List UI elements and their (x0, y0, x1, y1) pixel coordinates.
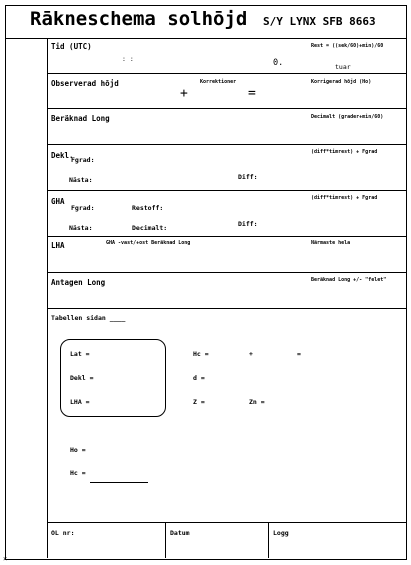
box-dekl: Dekl = (70, 374, 94, 382)
gha-diff-label: Diff: (238, 220, 258, 228)
tabellen-sidan-label: Tabellen sidan ____ (51, 314, 126, 322)
hc-equals: = (297, 350, 301, 358)
row-divider-dekl (47, 190, 406, 191)
ol-nr-label: OL nr: (51, 529, 75, 537)
zn-label: Zn = (249, 398, 265, 406)
beraknad-long-label: Beräknad Long (51, 114, 110, 123)
ho-label: Ho = (70, 446, 86, 454)
gha-decimalt-label: Decimalt: (132, 224, 168, 232)
lha-formula: GHA -vast/+ost Beräknad Long (106, 240, 191, 246)
footer-col-2 (268, 522, 269, 558)
beraknad-long-right-note: Decimalt (grader+min/60) (311, 114, 384, 120)
gha-fgrad-label: Fgrad: (71, 204, 95, 212)
gha-label: GHA (51, 197, 65, 206)
box-lat: Lat = (70, 350, 90, 358)
logg-label: Logg (273, 529, 289, 537)
lha-right-note: Närmaste hela (311, 240, 351, 246)
obs-plus: + (180, 86, 188, 101)
row-divider-tid (47, 73, 406, 74)
antagen-long-label: Antagen Long (51, 278, 106, 287)
dekl-label: Dekl. (51, 151, 74, 160)
antagen-long-right-note: Beräknad Long +/- "felet" (311, 277, 387, 283)
dekl-right-note: (diff*timrest) + Fgrad (311, 149, 378, 155)
dekl-fgrad-label: Fgrad: (71, 156, 95, 164)
row-divider-antagen (47, 308, 406, 309)
tid-right-note: Rest = ((sek/60)+min)/60 (311, 43, 384, 49)
hc2-underline (90, 482, 148, 483)
tid-tuar: tuar (335, 63, 351, 71)
hc-plus: + (249, 350, 253, 358)
box-lha: LHA = (70, 398, 90, 406)
tid-label: Tid (UTC) (51, 42, 92, 51)
row-divider-long (47, 144, 406, 145)
corner-mark-icon: × (3, 555, 8, 563)
observerad-label: Observerad hōjd (51, 79, 119, 88)
tid-colons: : : (122, 55, 134, 63)
tid-zero: 0. (273, 58, 284, 68)
dekl-nasta-label: Nästa: (69, 176, 93, 184)
header-divider (5, 38, 406, 39)
z-label: Z = (193, 398, 205, 406)
obs-equals: = (248, 86, 256, 101)
hc-label: Hc = (193, 350, 209, 358)
gha-restoff-label: Restoff: (132, 204, 164, 212)
row-divider-lha (47, 272, 406, 273)
footer-divider (47, 522, 406, 523)
observerad-right-note: Korrigerad hōjd (Ho) (311, 79, 372, 85)
left-margin-line (47, 38, 48, 558)
korrektioner-label: Korrektioner (200, 79, 237, 85)
vessel-id: S/Y LYNX SFB 8663 (263, 15, 376, 28)
row-divider-obs (47, 108, 406, 109)
datum-label: Datum (170, 529, 190, 537)
gha-nasta-label: Nästa: (69, 224, 93, 232)
gha-right-note: (diff*timrest) + Fgrad (311, 195, 378, 201)
hc2-label: Hc = (70, 469, 86, 477)
lha-label: LHA (51, 241, 65, 250)
row-divider-gha (47, 236, 406, 237)
footer-col-1 (165, 522, 166, 558)
dekl-diff-label: Diff: (238, 173, 258, 181)
form-title: Rākneschema solhōjd (30, 8, 248, 30)
d-label: d = (193, 374, 205, 382)
